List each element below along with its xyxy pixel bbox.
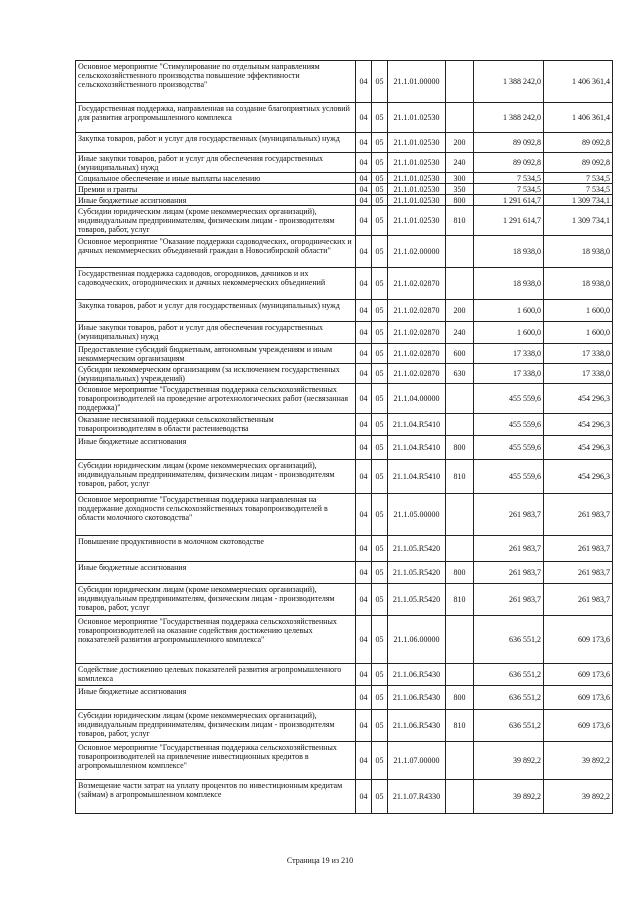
section-code-cell: 04 bbox=[356, 414, 372, 436]
expense-type-cell: 810 bbox=[446, 460, 474, 494]
target-article-cell: 21.1.06.R5430 bbox=[388, 686, 446, 710]
amount-year1-cell: 636 551,2 bbox=[474, 686, 544, 710]
table-row bbox=[76, 780, 613, 814]
table-row bbox=[76, 562, 613, 584]
expense-type-cell bbox=[446, 742, 474, 780]
row-name-cell: Предоставление субсидий бюджетным, автономным учреждениям и иным некоммерческим организациям bbox=[76, 344, 356, 364]
amount-year2-cell: 17 338,0 bbox=[544, 364, 613, 384]
amount-year1-cell: 455 559,6 bbox=[474, 460, 544, 494]
target-article-cell: 21.1.02.00000 bbox=[388, 236, 446, 268]
expense-type-cell bbox=[446, 664, 474, 686]
target-article-cell: 21.1.07.R4330 bbox=[388, 780, 446, 814]
expense-type-cell bbox=[446, 414, 474, 436]
table-row bbox=[76, 344, 613, 364]
amount-year1-cell: 455 559,6 bbox=[474, 414, 544, 436]
section-code-cell: 04 bbox=[356, 616, 372, 664]
section-code-cell: 04 bbox=[356, 584, 372, 616]
section-code-cell: 04 bbox=[356, 436, 372, 460]
row-name-cell: Субсидии юридическим лицам (кроме некоммерческих организаций), индивидуальным предпринимателям, физическим лицам - производителям товаров, работ, услуг bbox=[76, 710, 356, 742]
section-code-cell: 04 bbox=[356, 61, 372, 103]
row-name-cell: Основное мероприятие "Государственная поддержка сельскохозяйственных товаропроизводителей на привлечение инвестиционных кредитов в агропромышленном комплексе" bbox=[76, 742, 356, 780]
section-code-cell: 04 bbox=[356, 173, 372, 184]
amount-year1-cell: 1 600,0 bbox=[474, 300, 544, 322]
expense-type-cell: 630 bbox=[446, 364, 474, 384]
amount-year2-cell: 454 296,3 bbox=[544, 436, 613, 460]
target-article-cell: 21.1.01.02530 bbox=[388, 133, 446, 153]
row-name-cell: Основное мероприятие "Государственная поддержка сельскохозяйственных товаропроизводителей на оказание содействия достижению целевых показателей развития агропромышленного комплекса" bbox=[76, 616, 356, 664]
expense-type-cell: 800 bbox=[446, 195, 474, 206]
expense-type-cell: 200 bbox=[446, 133, 474, 153]
section-code-cell: 04 bbox=[356, 344, 372, 364]
expense-type-cell bbox=[446, 780, 474, 814]
subsection-code-cell: 05 bbox=[372, 664, 388, 686]
table-row bbox=[76, 536, 613, 562]
row-name-cell: Основное мероприятие "Оказание поддержки садоводческих, огороднических и дачных некоммерческих объединений граждан в Новосибирской области" bbox=[76, 236, 356, 268]
amount-year1-cell: 261 983,7 bbox=[474, 494, 544, 536]
amount-year2-cell: 454 296,3 bbox=[544, 414, 613, 436]
amount-year1-cell: 89 092,8 bbox=[474, 153, 544, 173]
subsection-code-cell: 05 bbox=[372, 133, 388, 153]
subsection-code-cell: 05 bbox=[372, 686, 388, 710]
amount-year1-cell: 18 938,0 bbox=[474, 268, 544, 300]
section-code-cell: 04 bbox=[356, 710, 372, 742]
amount-year1-cell: 455 559,6 bbox=[474, 436, 544, 460]
amount-year2-cell: 18 938,0 bbox=[544, 268, 613, 300]
subsection-code-cell: 05 bbox=[372, 584, 388, 616]
amount-year2-cell: 261 983,7 bbox=[544, 494, 613, 536]
subsection-code-cell: 05 bbox=[372, 436, 388, 460]
row-name-cell: Повышение продуктивности в молочном скотоводстве bbox=[76, 536, 356, 562]
subsection-code-cell: 05 bbox=[372, 195, 388, 206]
table-row bbox=[76, 436, 613, 460]
section-code-cell: 04 bbox=[356, 206, 372, 236]
table-row bbox=[76, 494, 613, 536]
target-article-cell: 21.1.01.02530 bbox=[388, 184, 446, 195]
amount-year2-cell: 454 296,3 bbox=[544, 460, 613, 494]
target-article-cell: 21.1.01.02530 bbox=[388, 206, 446, 236]
target-article-cell: 21.1.05.R5420 bbox=[388, 584, 446, 616]
amount-year1-cell: 39 892,2 bbox=[474, 780, 544, 814]
expense-type-cell: 240 bbox=[446, 322, 474, 344]
budget-table bbox=[75, 60, 613, 814]
target-article-cell: 21.1.02.02870 bbox=[388, 322, 446, 344]
amount-year1-cell: 1 291 614,7 bbox=[474, 195, 544, 206]
subsection-code-cell: 05 bbox=[372, 344, 388, 364]
budget-table-body bbox=[76, 61, 613, 814]
table-row bbox=[76, 686, 613, 710]
section-code-cell: 04 bbox=[356, 322, 372, 344]
section-code-cell: 04 bbox=[356, 236, 372, 268]
table-row bbox=[76, 364, 613, 384]
table-row bbox=[76, 61, 613, 103]
amount-year2-cell: 7 534,5 bbox=[544, 173, 613, 184]
table-row bbox=[76, 103, 613, 133]
amount-year1-cell: 1 388 242,0 bbox=[474, 61, 544, 103]
expense-type-cell: 800 bbox=[446, 562, 474, 584]
subsection-code-cell: 05 bbox=[372, 103, 388, 133]
amount-year1-cell: 7 534,5 bbox=[474, 184, 544, 195]
amount-year2-cell: 39 892,2 bbox=[544, 780, 613, 814]
target-article-cell: 21.1.04.R5410 bbox=[388, 460, 446, 494]
amount-year1-cell: 261 983,7 bbox=[474, 584, 544, 616]
subsection-code-cell: 05 bbox=[372, 322, 388, 344]
amount-year1-cell: 89 092,8 bbox=[474, 133, 544, 153]
amount-year2-cell: 7 534,5 bbox=[544, 184, 613, 195]
subsection-code-cell: 05 bbox=[372, 206, 388, 236]
table-row bbox=[76, 616, 613, 664]
table-row bbox=[76, 300, 613, 322]
target-article-cell: 21.1.04.00000 bbox=[388, 384, 446, 414]
expense-type-cell bbox=[446, 494, 474, 536]
table-row bbox=[76, 173, 613, 184]
section-code-cell: 04 bbox=[356, 562, 372, 584]
target-article-cell: 21.1.04.R5410 bbox=[388, 414, 446, 436]
section-code-cell: 04 bbox=[356, 364, 372, 384]
amount-year2-cell: 1 600,0 bbox=[544, 322, 613, 344]
section-code-cell: 04 bbox=[356, 184, 372, 195]
amount-year1-cell: 455 559,6 bbox=[474, 384, 544, 414]
section-code-cell: 04 bbox=[356, 742, 372, 780]
row-name-cell: Премии и гранты bbox=[76, 184, 356, 195]
section-code-cell: 04 bbox=[356, 780, 372, 814]
expense-type-cell bbox=[446, 616, 474, 664]
expense-type-cell bbox=[446, 384, 474, 414]
amount-year2-cell: 261 983,7 bbox=[544, 562, 613, 584]
amount-year2-cell: 609 173,6 bbox=[544, 664, 613, 686]
section-code-cell: 04 bbox=[356, 268, 372, 300]
row-name-cell: Основное мероприятие "Государственная поддержка направленная на поддержание доходности сельскохозяйственных товаропроизводителей в области молочного скотоводства" bbox=[76, 494, 356, 536]
expense-type-cell: 240 bbox=[446, 153, 474, 173]
target-article-cell: 21.1.04.R5410 bbox=[388, 436, 446, 460]
amount-year2-cell: 261 983,7 bbox=[544, 536, 613, 562]
table-row bbox=[76, 742, 613, 780]
amount-year2-cell: 17 338,0 bbox=[544, 344, 613, 364]
amount-year1-cell: 636 551,2 bbox=[474, 710, 544, 742]
expense-type-cell bbox=[446, 61, 474, 103]
section-code-cell: 04 bbox=[356, 133, 372, 153]
target-article-cell: 21.1.06.R5430 bbox=[388, 664, 446, 686]
section-code-cell: 04 bbox=[356, 460, 372, 494]
subsection-code-cell: 05 bbox=[372, 384, 388, 414]
amount-year1-cell: 7 534,5 bbox=[474, 173, 544, 184]
target-article-cell: 21.1.02.02870 bbox=[388, 344, 446, 364]
section-code-cell: 04 bbox=[356, 664, 372, 686]
amount-year1-cell: 1 388 242,0 bbox=[474, 103, 544, 133]
amount-year2-cell: 18 938,0 bbox=[544, 236, 613, 268]
subsection-code-cell: 05 bbox=[372, 268, 388, 300]
table-row bbox=[76, 268, 613, 300]
amount-year1-cell: 1 291 614,7 bbox=[474, 206, 544, 236]
amount-year1-cell: 17 338,0 bbox=[474, 344, 544, 364]
row-name-cell: Закупка товаров, работ и услуг для государственных (муниципальных) нужд bbox=[76, 133, 356, 153]
row-name-cell: Иные бюджетные ассигнования bbox=[76, 195, 356, 206]
subsection-code-cell: 05 bbox=[372, 562, 388, 584]
expense-type-cell bbox=[446, 236, 474, 268]
table-row bbox=[76, 710, 613, 742]
table-row bbox=[76, 133, 613, 153]
row-name-cell: Возмещение части затрат на уплату процентов по инвестиционным кредитам (займам) в агропромышленном комплексе bbox=[76, 780, 356, 814]
row-name-cell: Субсидии юридическим лицам (кроме некоммерческих организаций), индивидуальным предпринимателям, физическим лицам - производителям товаров, работ, услуг bbox=[76, 206, 356, 236]
table-row bbox=[76, 322, 613, 344]
subsection-code-cell: 05 bbox=[372, 494, 388, 536]
table-row bbox=[76, 664, 613, 686]
section-code-cell: 04 bbox=[356, 300, 372, 322]
row-name-cell: Субсидии юридическим лицам (кроме некоммерческих организаций), индивидуальным предпринимателям, физическим лицам - производителям товаров, работ, услуг bbox=[76, 460, 356, 494]
row-name-cell: Субсидии некоммерческим организациям (за исключением государственных (муниципальных) учреждений) bbox=[76, 364, 356, 384]
target-article-cell: 21.1.01.02530 bbox=[388, 173, 446, 184]
amount-year2-cell: 1 406 361,4 bbox=[544, 61, 613, 103]
target-article-cell: 21.1.01.02530 bbox=[388, 103, 446, 133]
table-row bbox=[76, 414, 613, 436]
page-number: Страница 19 из 210 bbox=[286, 856, 354, 865]
row-name-cell: Государственная поддержка, направленная на создание благоприятных условий для развития агропромышленного комплекса bbox=[76, 103, 356, 133]
target-article-cell: 21.1.06.R5430 bbox=[388, 710, 446, 742]
row-name-cell: Социальное обеспечение и иные выплаты населению bbox=[76, 173, 356, 184]
row-name-cell: Иные закупки товаров, работ и услуг для обеспечения государственных (муниципальных) нужд bbox=[76, 153, 356, 173]
expense-type-cell bbox=[446, 268, 474, 300]
amount-year2-cell: 261 983,7 bbox=[544, 584, 613, 616]
amount-year2-cell: 609 173,6 bbox=[544, 710, 613, 742]
row-name-cell: Иные бюджетные ассигнования bbox=[76, 686, 356, 710]
section-code-cell: 04 bbox=[356, 494, 372, 536]
row-name-cell: Иные бюджетные ассигнования bbox=[76, 562, 356, 584]
amount-year1-cell: 39 892,2 bbox=[474, 742, 544, 780]
expense-type-cell: 800 bbox=[446, 686, 474, 710]
target-article-cell: 21.1.01.02530 bbox=[388, 153, 446, 173]
subsection-code-cell: 05 bbox=[372, 710, 388, 742]
subsection-code-cell: 05 bbox=[372, 780, 388, 814]
amount-year2-cell: 1 309 734,1 bbox=[544, 206, 613, 236]
target-article-cell: 21.1.02.02870 bbox=[388, 268, 446, 300]
subsection-code-cell: 05 bbox=[372, 184, 388, 195]
subsection-code-cell: 05 bbox=[372, 153, 388, 173]
target-article-cell: 21.1.05.00000 bbox=[388, 494, 446, 536]
target-article-cell: 21.1.05.R5420 bbox=[388, 562, 446, 584]
table-row bbox=[76, 236, 613, 268]
subsection-code-cell: 05 bbox=[372, 742, 388, 780]
row-name-cell: Оказание несвязанной поддержки сельскохозяйственным товаропроизводителям в области растениеводства bbox=[76, 414, 356, 436]
amount-year1-cell: 18 938,0 bbox=[474, 236, 544, 268]
expense-type-cell: 200 bbox=[446, 300, 474, 322]
amount-year1-cell: 1 600,0 bbox=[474, 322, 544, 344]
subsection-code-cell: 05 bbox=[372, 536, 388, 562]
row-name-cell: Государственная поддержка садоводов, огородников, дачников и их садоводческих, огороднических и дачных некоммерческих объединений bbox=[76, 268, 356, 300]
table-row bbox=[76, 195, 613, 206]
expense-type-cell: 350 bbox=[446, 184, 474, 195]
subsection-code-cell: 05 bbox=[372, 236, 388, 268]
table-row bbox=[76, 153, 613, 173]
amount-year2-cell: 1 309 734,1 bbox=[544, 195, 613, 206]
target-article-cell: 21.1.07.00000 bbox=[388, 742, 446, 780]
row-name-cell: Закупка товаров, работ и услуг для государственных (муниципальных) нужд bbox=[76, 300, 356, 322]
expense-type-cell: 600 bbox=[446, 344, 474, 364]
amount-year1-cell: 636 551,2 bbox=[474, 664, 544, 686]
table-row bbox=[76, 206, 613, 236]
row-name-cell: Основное мероприятие "Государственная поддержка сельскохозяйственных товаропроизводителей на проведение агротехнологических работ (несвязанная поддержка)" bbox=[76, 384, 356, 414]
budget-table-container bbox=[75, 60, 612, 814]
amount-year2-cell: 89 092,8 bbox=[544, 133, 613, 153]
section-code-cell: 04 bbox=[356, 384, 372, 414]
section-code-cell: 04 bbox=[356, 195, 372, 206]
subsection-code-cell: 05 bbox=[372, 460, 388, 494]
expense-type-cell: 810 bbox=[446, 584, 474, 616]
amount-year1-cell: 636 551,2 bbox=[474, 616, 544, 664]
table-row bbox=[76, 384, 613, 414]
amount-year2-cell: 1 600,0 bbox=[544, 300, 613, 322]
target-article-cell: 21.1.01.00000 bbox=[388, 61, 446, 103]
target-article-cell: 21.1.02.02870 bbox=[388, 364, 446, 384]
amount-year1-cell: 261 983,7 bbox=[474, 562, 544, 584]
amount-year2-cell: 39 892,2 bbox=[544, 742, 613, 780]
section-code-cell: 04 bbox=[356, 686, 372, 710]
target-article-cell: 21.1.05.R5420 bbox=[388, 536, 446, 562]
amount-year2-cell: 1 406 361,4 bbox=[544, 103, 613, 133]
expense-type-cell: 810 bbox=[446, 206, 474, 236]
subsection-code-cell: 05 bbox=[372, 364, 388, 384]
expense-type-cell bbox=[446, 103, 474, 133]
row-name-cell: Основное мероприятие "Стимулирование по отдельным направлениям сельскохозяйственного производства повышение эффективности сельскохозяйственного производства" bbox=[76, 61, 356, 103]
table-row bbox=[76, 460, 613, 494]
subsection-code-cell: 05 bbox=[372, 414, 388, 436]
row-name-cell: Содействие достижению целевых показателей развития агропромышленного комплекса bbox=[76, 664, 356, 686]
row-name-cell: Иные закупки товаров, работ и услуг для обеспечения государственных (муниципальных) нужд bbox=[76, 322, 356, 344]
row-name-cell: Субсидии юридическим лицам (кроме некоммерческих организаций), индивидуальным предпринимателям, физическим лицам - производителям товаров, работ, услуг bbox=[76, 584, 356, 616]
target-article-cell: 21.1.06.00000 bbox=[388, 616, 446, 664]
target-article-cell: 21.1.01.02530 bbox=[388, 195, 446, 206]
amount-year2-cell: 609 173,6 bbox=[544, 686, 613, 710]
amount-year2-cell: 609 173,6 bbox=[544, 616, 613, 664]
subsection-code-cell: 05 bbox=[372, 61, 388, 103]
target-article-cell: 21.1.02.02870 bbox=[388, 300, 446, 322]
amount-year2-cell: 454 296,3 bbox=[544, 384, 613, 414]
expense-type-cell bbox=[446, 536, 474, 562]
table-row bbox=[76, 184, 613, 195]
expense-type-cell: 800 bbox=[446, 436, 474, 460]
amount-year2-cell: 89 092,8 bbox=[544, 153, 613, 173]
subsection-code-cell: 05 bbox=[372, 616, 388, 664]
section-code-cell: 04 bbox=[356, 103, 372, 133]
section-code-cell: 04 bbox=[356, 536, 372, 562]
expense-type-cell: 810 bbox=[446, 710, 474, 742]
section-code-cell: 04 bbox=[356, 153, 372, 173]
expense-type-cell: 300 bbox=[446, 173, 474, 184]
row-name-cell: Иные бюджетные ассигнования bbox=[76, 436, 356, 460]
amount-year1-cell: 261 983,7 bbox=[474, 536, 544, 562]
subsection-code-cell: 05 bbox=[372, 173, 388, 184]
amount-year1-cell: 17 338,0 bbox=[474, 364, 544, 384]
subsection-code-cell: 05 bbox=[372, 300, 388, 322]
table-row bbox=[76, 584, 613, 616]
